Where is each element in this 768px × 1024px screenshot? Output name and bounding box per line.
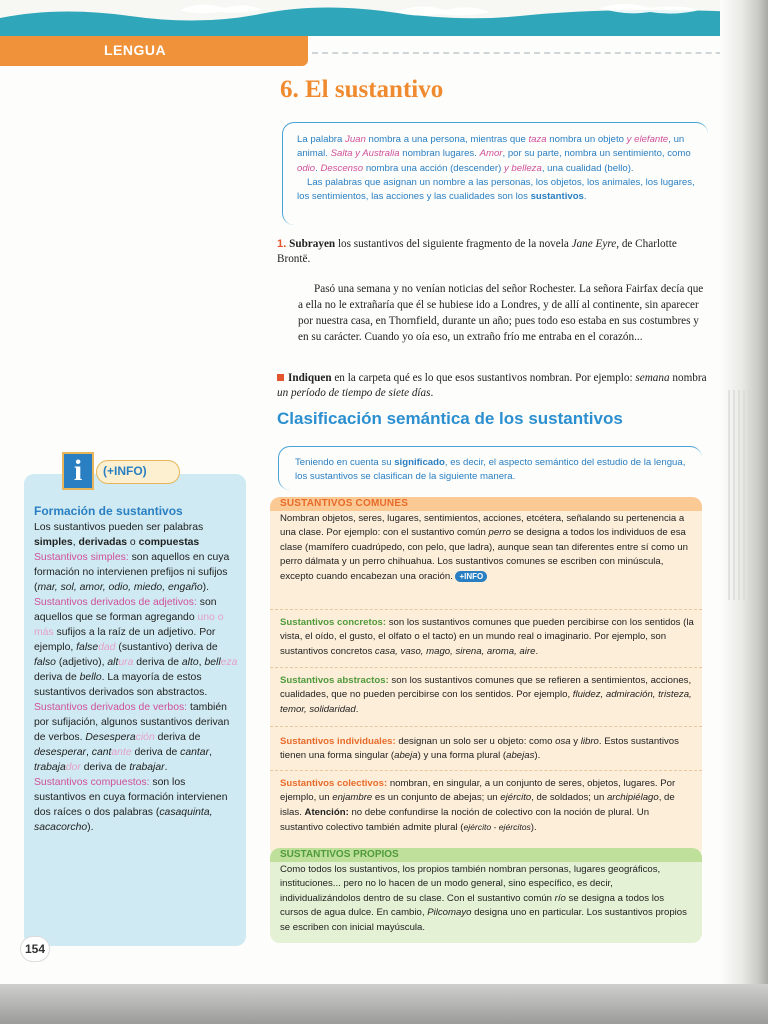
example-word: desesperar [34,747,86,758]
exercise-verb: Subrayen [289,238,336,250]
fragment-text: Pasó una semana y no venían noticias del señor Rochester. La señora Fairfax decía que a ella no le extrañaría que él se hubiese ido a Londres, y de allí al continente, sin aparecer por nuestra casa, en Thornfield, durante un año; pues todo eso estaba en sus costumbres y en su carácter. Cuando yo oía eso, un extraño frío me entraba en el corazón... [298,283,704,343]
sidebar-text-run: o [127,537,139,548]
intro-example: Amor [479,148,503,160]
examples: casaquinta, sacacorcho [34,807,213,833]
card-text: Como todos los sustantivos, los propios también nombran personas, lugares geográficos, instituciones... pero no lo hacen de un modo general, sino específico, es decir, individualizándolos dentro de su clase. Con el sustantivo común [280,864,661,904]
sidebar-text-run: también por sufijación, algunos sustantivos derivan de verbos. [34,702,230,743]
sidebar-highlight: uno o más [34,612,224,638]
sidebar-label: Sustantivos derivados de adjetivos: [34,597,197,608]
exercise-text: , de Charlotte Brontë. [277,238,677,265]
sidebar-text-run: , [72,537,79,548]
intro-text: , por su parte, nombra un sentimiento, como [502,148,691,160]
card-text: y [570,736,581,747]
word-suffix: ción [135,732,155,743]
page-title: 6. El sustantivo [280,76,444,103]
intro-example: y belleza [503,162,542,174]
sidebar-text-run: deriva de [154,732,201,743]
card-text: se designa a todos los individuos de esa clase (mamífero cuadrúpedo, con pelo, que ladra), aunque sean tan diferentes entre sí como un perro dálmata y un perro chihuahua. Los sustantivos comunes se escriben con minúscula, excepto cuando encabezan una oración. [280,527,688,582]
sidebar-intro [34,520,240,550]
card-text: son los sustantivos comunes que se refieren a sentimientos, acciones, cualidades, que no pueden percibirse con los sentidos. Por ejemplo, [280,675,692,701]
wave-decoration [0,0,768,36]
card-text: ) y una forma plural ( [417,750,507,762]
word-suffix: dad [98,642,116,653]
exercise-text: los sustantivos del siguiente fragmento de la novela [335,238,572,250]
sidebar-text-run: . La mayoría de estos sustantivos derivados son abstractos. [34,672,208,698]
sidebar-text-run: sufijos a la raíz de un adjetivo. Por ejemplo, [34,627,216,653]
sidebar-simples [34,550,240,595]
card-text: . Estos sustantivos tienen una forma singular ( [280,736,679,762]
card-label: Sustantivos abstractos: [280,675,389,686]
info-badge[interactable]: +INFO [455,571,487,582]
example-word: Pilcomayo [427,907,472,919]
card-label: Sustantivos colectivos: [280,778,388,789]
sidebar-label: Sustantivos derivados de verbos: [34,702,188,713]
card-text: ). [530,822,537,834]
exercise-verb: Indiquen [288,372,332,384]
intro-text: nombra una acción (descender) [363,162,504,174]
sidebar-text-run: son aquellos en cuya formación no intervienen prefijos ni sufijos ( [34,552,230,593]
sidebar-label: Sustantivos simples: [34,552,129,563]
card-individuales [270,735,702,764]
card-text: no debe confundirse la noción de colectivo con la noción de plural. Un sustantivo colectivo también admite plural ( [280,806,650,834]
word-root: Desespera [85,732,136,743]
book-spine-shadow [720,0,768,1024]
example-word: alto [181,657,199,668]
examples: fluidez, admiración, tristeza, temor, solidaridad [280,689,692,715]
example-word: archipiélago [606,792,659,804]
intro-text: , una cualidad (bello). [541,162,634,174]
example-meaning: un período de tiempo de siete días [277,387,431,399]
card-text: . [535,645,539,657]
sidebar-text-run: deriva de [131,747,181,758]
intro-example: taza [528,134,547,145]
sidebar-text-run: deriva de [80,762,130,773]
intro-text: nombra a una persona, mientras que [365,134,529,145]
example-word: abeja [394,750,418,762]
section-label: LENGUA [104,42,167,58]
card-divider [270,667,702,668]
example-word: abejas [506,750,535,762]
sidebar-text-run: , [209,747,212,758]
intro-keyword: sustantivos [530,191,584,203]
intro-text: Las palabras que asignan un nombre a las personas, los objetos, los animales, los lugares, los sentimientos, las acciones y las cualidades son los [297,176,695,203]
sidebar-text-run: , [85,747,92,758]
sidebar-text-run: deriva de [34,672,80,683]
card-text: designa uno en particular. Los sustantivos propios se escriben con inicial mayúscula. [280,907,687,933]
card-body [270,511,702,584]
exercise-text: nombra [669,372,707,384]
card-divider [270,770,702,771]
sidebar-keyword: simples [34,537,73,548]
intro-text: La palabra [297,134,346,145]
card-label: Sustantivos individuales: [280,736,396,747]
card-text: ). [534,750,541,762]
intro-text: , un animal. [297,134,685,160]
bottom-shadow [0,984,768,1024]
intro-example: Juan [345,134,366,145]
sidebar-text-run: (adjetivo), [55,657,108,668]
intro-text: Teniendo en cuenta su [295,457,395,468]
sidebar-text-run: . [164,762,168,773]
card-text: , de islas. [280,792,675,818]
example-word: cantar [180,747,210,758]
sidebar-derivados-verbos [34,700,240,775]
novel-title: Jane Eyre [571,238,617,250]
sidebar-title: Formación de sustantivos [34,504,183,518]
card-divider [270,726,702,727]
card-text: es un conjunto de abejas; un [372,792,501,804]
example-word: ejército - ejércitos [463,822,531,833]
word-suffix: ura [118,657,134,668]
intro-text: , es decir, el aspecto semántico del estudio de la lengua, los sustantivos se clasifican de la siguiente manera. [295,457,686,482]
card-heading: SUSTANTIVOS PROPIOS [270,848,702,862]
info-icon: i [62,452,94,490]
card-label: Sustantivos concretos: [280,617,387,628]
intro-text: . [315,162,321,174]
card-colectivos [270,777,702,836]
example-word: osa [555,736,571,747]
attention-label: Atención: [304,806,349,818]
sidebar-compuestos [34,775,240,835]
sidebar-text-run: (sustantivo) deriva de [115,642,218,653]
card-heading: SUSTANTIVOS COMUNES [270,497,702,511]
sidebar-text-run: ). [87,822,94,833]
sidebar-text-run: , [198,657,205,668]
page-number: 154 [20,936,50,962]
card-text: designan un solo ser u objeto: como [395,736,556,747]
card-abstractos [270,674,702,717]
card-text: , de soldados; un [531,792,607,804]
card-text: Nombran objetos, seres, lugares, sentimientos, acciones, etcétera, señalando su pertenencia a una clase. Por ejemplo: con el sustantivo común [280,513,685,539]
intro-text: nombra un objeto [546,134,627,145]
sidebar-label: Sustantivos compuestos: [34,777,150,788]
sidebar-text-run: son aquellos que se forman agregando [34,597,217,623]
intro-example: odio [297,162,316,174]
top-wave-band [0,0,768,36]
intro-paragraph-1 [297,133,700,176]
card-divider [270,609,702,610]
example-word: bello [79,672,102,683]
card-comunes [270,497,702,584]
sidebar-text-run: ). [202,582,210,593]
intro-text: . [583,191,587,203]
intro-example: y elefante [626,134,669,145]
card-propios [270,848,702,943]
semantic-intro-box [278,446,702,490]
section-heading: Clasificación semántica de los sustantivos [277,409,623,428]
card-text: nombran, en singular, a un conjunto de seres, objetos, lugares. Por ejemplo, un [280,778,676,804]
example-word: perro [488,527,511,539]
example-word: ejército [500,792,532,804]
info-tag [58,452,182,492]
intro-example: Salta y Australia [330,148,400,160]
examples: mar, sol, amor, odio, miedo, engaño [37,582,203,593]
word-suffix: dor [65,762,81,773]
sidebar-text-run: Los sustantivos pueden ser palabras [34,522,204,533]
sidebar-derivados-adjetivos [34,595,240,700]
intro-paragraph-2 [297,176,700,205]
sidebar-text-run: deriva de [133,657,182,668]
info-tag-label: (+INFO) [96,460,180,484]
card-concretos [270,616,702,659]
card-text: son los sustantivos comunes que pueden percibirse con los sentidos (la vista, el oído, el gusto, el olfato o el tacto) en un mundo real o imaginario. Por ejemplo, son sustantivos concretos [280,617,694,657]
word-root: bell [204,657,221,668]
card-body [280,862,694,935]
dashed-rule [312,52,752,54]
word-root: trabaja [34,762,66,773]
sidebar-text [34,504,240,835]
examples: casa, vaso, mago, sirena, aroma, aire [374,645,536,657]
word-suffix: eza [220,657,238,668]
exercise-text: . [430,387,434,399]
example-word: trabajar [129,762,165,773]
sidebar-keyword: compuestas [138,537,200,548]
exercise-text: en la carpeta qué es lo que esos sustantivos nombran. Por ejemplo: [331,372,636,384]
bullet-square [277,374,284,381]
intro-example: Descenso [320,162,364,174]
sidebar-text-run: son los sustantivos en cuya formación intervienen dos raíces o dos palabras ( [34,777,228,818]
word-suffix: ante [111,747,132,758]
card-text: . [355,703,359,715]
word-root: alt [107,657,119,668]
intro-keyword: significado [394,457,445,468]
example-word: enjambre [332,792,373,804]
example-word: libro [580,736,599,747]
exercise-number: 1. [277,238,287,250]
example-word: río [554,892,566,904]
section-tab [0,36,308,66]
intro-text: nombran lugares. [399,148,480,160]
word-root: false [76,642,99,653]
exercise-1 [277,237,707,267]
intro-box [282,122,708,225]
novel-fragment [298,281,708,345]
example-word: semana [635,372,670,384]
sidebar-keyword: derivadas [78,537,128,548]
card-text: se designa a todos los cursos de agua dulce. En cambio, [280,892,664,919]
exercise-2 [277,371,707,401]
example-word: falso [34,657,56,668]
word-root: cant [91,747,112,758]
